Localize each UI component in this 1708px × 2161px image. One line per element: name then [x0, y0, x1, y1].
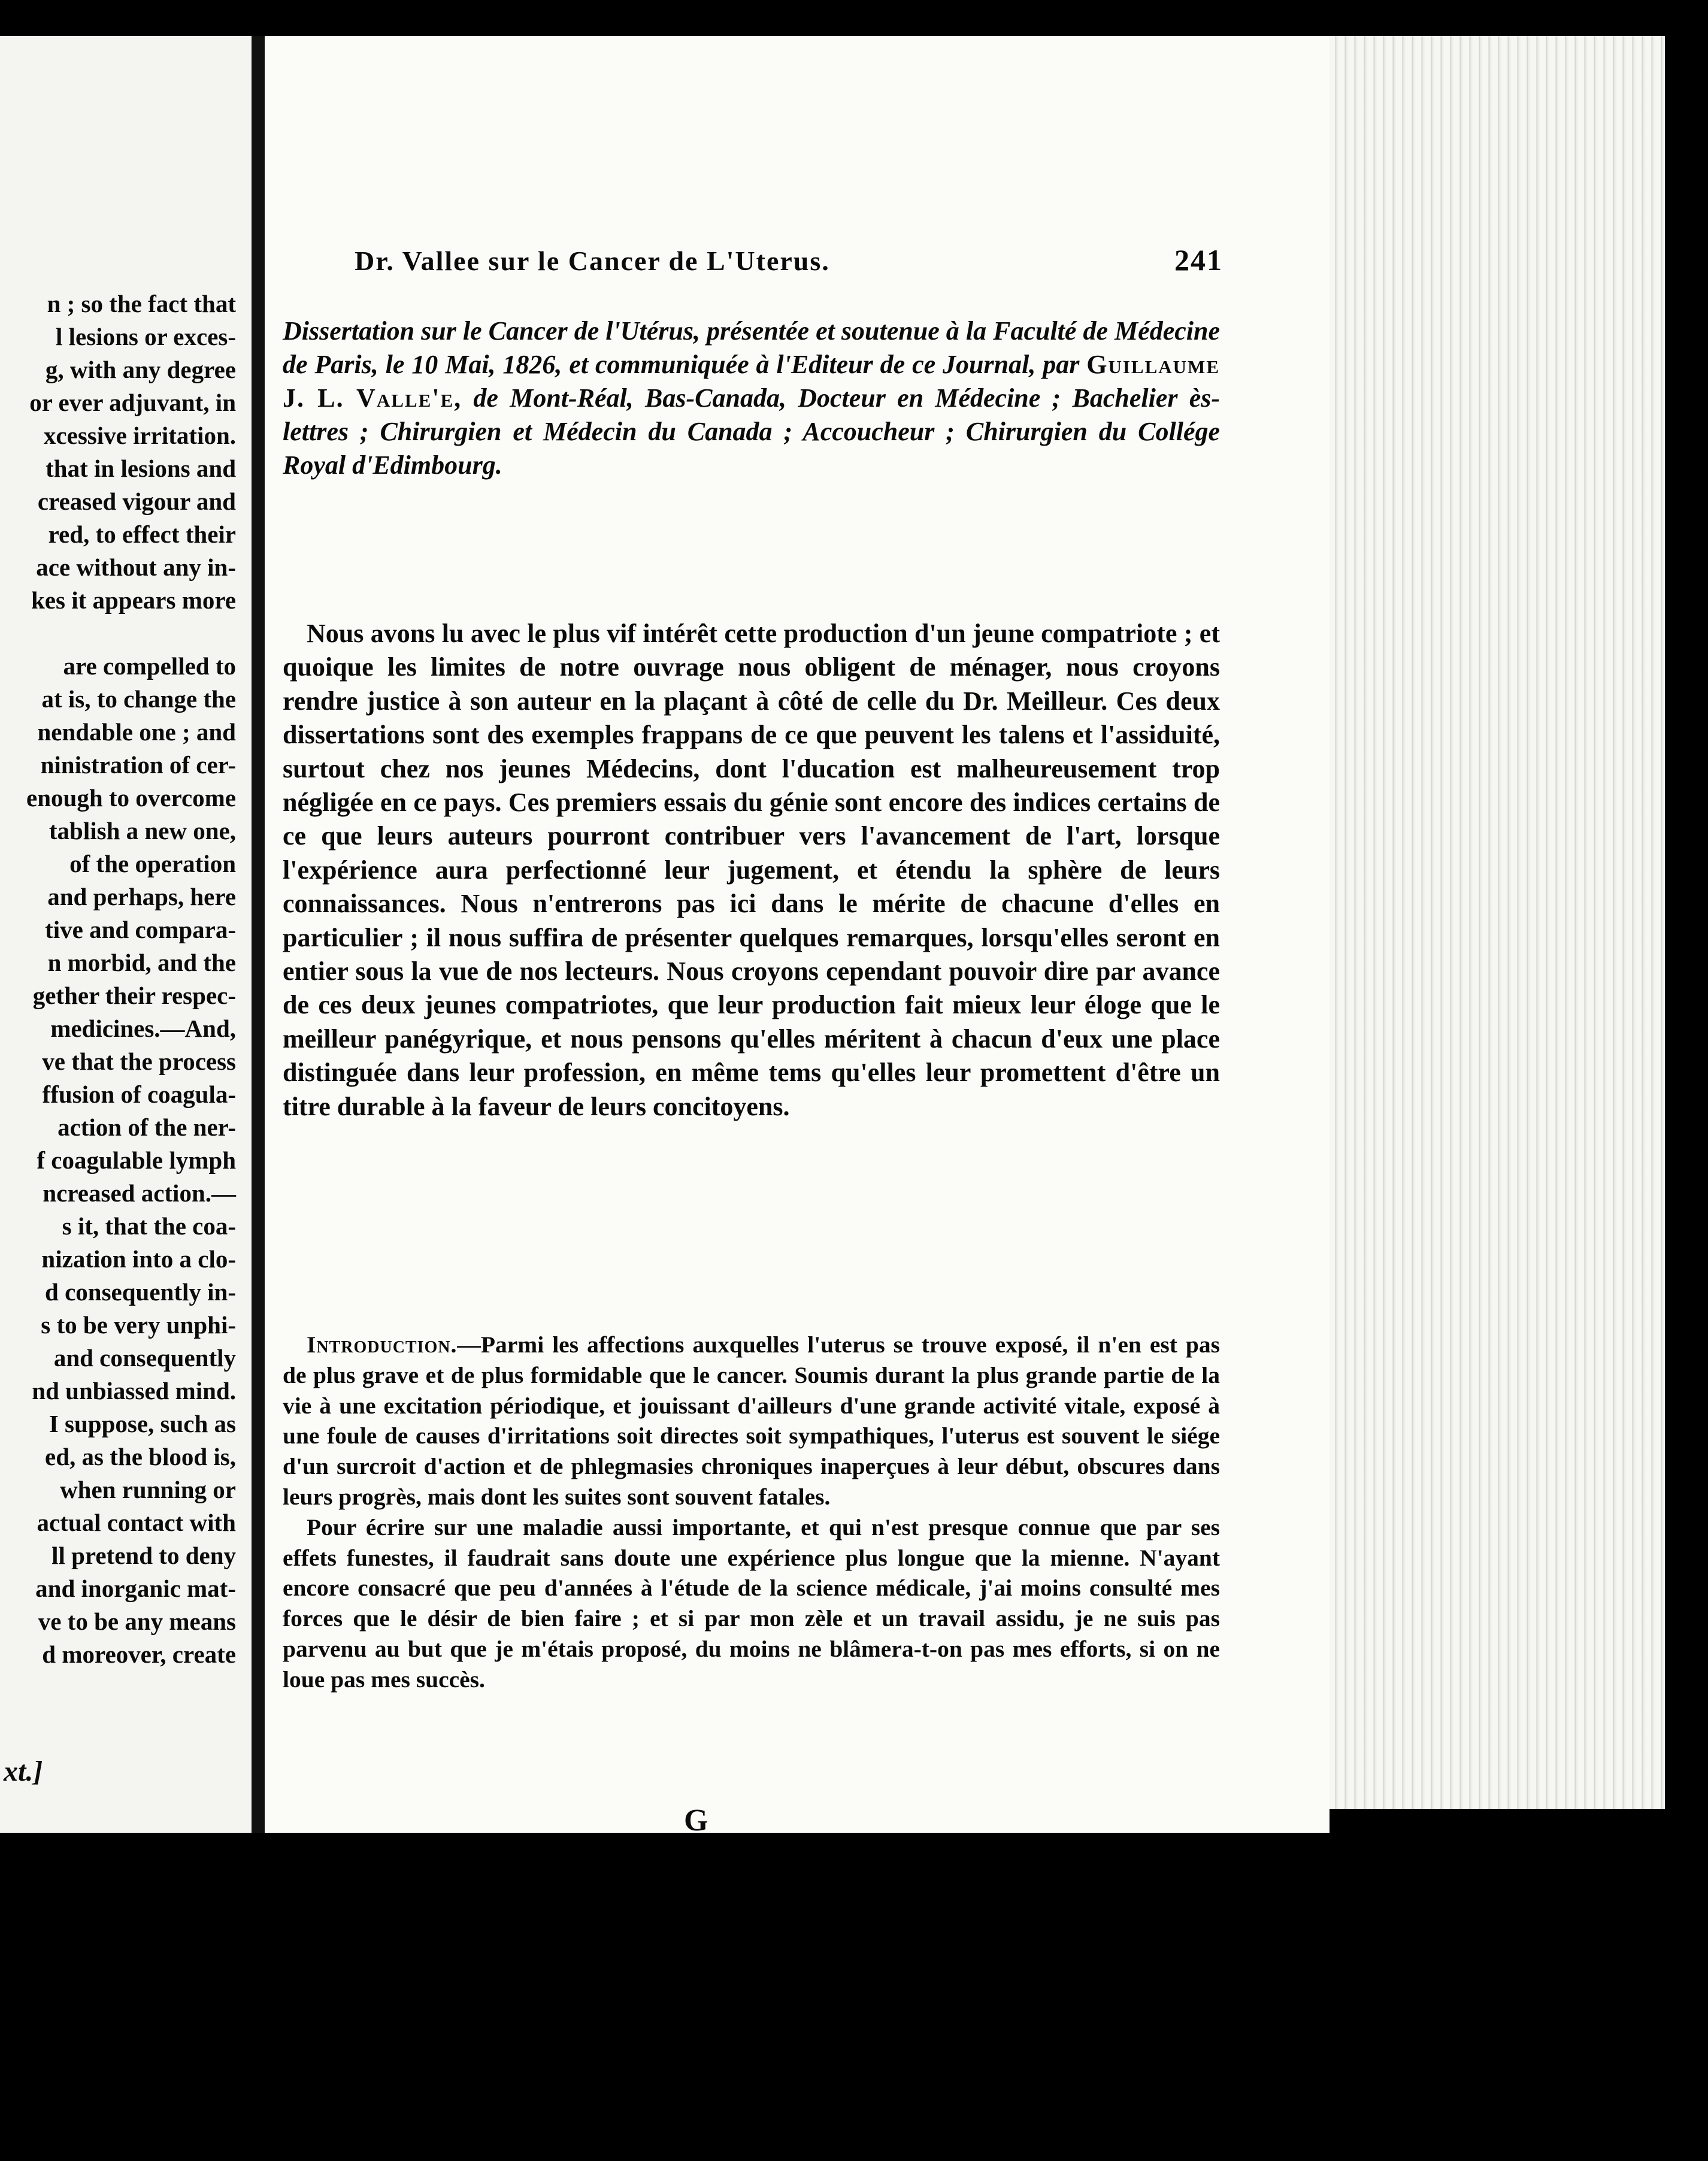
facing-page-line: medicines.—And,: [50, 1015, 236, 1042]
facing-page-line: ffusion of coagula-: [42, 1080, 236, 1108]
facing-page-line: that in lesions and: [46, 455, 236, 482]
facing-page-line: and perhaps, here: [47, 883, 236, 910]
facing-page-line: n morbid, and the: [47, 949, 236, 976]
facing-page-line: tive and compara-: [45, 916, 236, 943]
facing-page-line: enough to overcome: [26, 784, 236, 812]
facing-page-text: [0, 287, 236, 1671]
facing-page-line: s to be very unphi-: [41, 1311, 236, 1339]
facing-page-line: or ever adjuvant, in: [29, 389, 236, 416]
running-head: Dr. Vallee sur le Cancer de L'Uterus.: [355, 246, 830, 276]
dissertation-title: [283, 314, 1220, 482]
facing-page-line: ninistration of cer-: [40, 751, 236, 779]
facing-page-line: of the operation: [69, 850, 236, 877]
facing-page-line: ll pretend to deny: [52, 1542, 236, 1569]
introduction-section: [283, 1330, 1220, 1695]
facing-page-line: nd unbiassed mind.: [32, 1377, 236, 1405]
facing-page-footer: xt.]: [4, 1756, 43, 1787]
author-name: Guillaume J. L. Valle'e,: [283, 350, 1220, 413]
facing-page-line: xcessive irritation.: [43, 422, 236, 449]
facing-page-line: nization into a clo-: [41, 1245, 236, 1273]
intro-lead: Introduction.: [307, 1331, 458, 1358]
facing-page-line: l lesions or exces-: [56, 323, 236, 350]
intro-paragraph-1: [283, 1330, 1220, 1512]
facing-page-line: ncreased action.—: [43, 1179, 236, 1207]
intro-text-1: —Parmi les affections auxquelles l'uterus se trouve exposé, il n'en est pas de plus grave et de plus formidable que le cancer. Soumis durant la plus grande partie de la vie à une excitation périodique, et jouissant d'ailleurs d'une grande activité vitale, exposé à une foule de causes d'irritations soit directes soit sympathiques, l'uterus est souvent le siége d'un surcroit d'action et de phlegmasies chroniques inaperçues à leur début, obscures dans leurs progrès, mais dont les suites sont souvent fatales.: [283, 1331, 1220, 1510]
page-number: 241: [1174, 243, 1223, 277]
facing-page-line: [0, 617, 236, 650]
page-header: [355, 243, 1223, 277]
facing-page-line: when running or: [60, 1476, 236, 1503]
book-gutter: [252, 36, 265, 1833]
facing-page-line: are compelled to: [63, 652, 236, 680]
facing-page-line: ed, as the blood is,: [45, 1443, 236, 1470]
title-part-2: de Mont-Réal, Bas-Canada, Docteur en Médecine ; Bachelier ès-lettres ; Chirurgien et Médecin du Canada ; Accoucheur ; Chirurgien du Collége Royal d'Edimbourg.: [283, 383, 1220, 480]
facing-page: [0, 36, 252, 1833]
facing-page-line: at is, to change the: [41, 685, 236, 713]
facing-page-line: tablish a new one,: [49, 817, 236, 845]
edge-shadow: [1665, 48, 1708, 1797]
book-fore-edge: [1330, 36, 1665, 1809]
facing-page-line: and consequently: [53, 1344, 236, 1372]
facing-page-line: f coagulable lymph: [37, 1146, 236, 1174]
facing-page-line: red, to effect their: [48, 520, 236, 548]
facing-page-line: ve that the process: [42, 1048, 236, 1075]
facing-page-line: ve to be any means: [38, 1608, 236, 1635]
facing-page-line: I suppose, such as: [49, 1410, 236, 1437]
facing-page-line: d moreover, create: [42, 1641, 236, 1668]
facing-page-line: s it, that the coa-: [62, 1212, 236, 1240]
facing-page-line: actual contact with: [37, 1509, 236, 1536]
facing-page-line: action of the ner-: [57, 1113, 236, 1141]
facing-page-line: ace without any in-: [36, 553, 236, 581]
intro-paragraph-2: Pour écrire sur une maladie aussi importante, et qui n'est presque connue que par ses effets funestes, il faudrait sans doute une expérience plus longue que la mienne. N'ayant encore consacré que peu d'années à l'étude de la science médicale, j'ai moins consulté mes forces que le désir de bien faire ; et si par mon zèle et un travail assidu, je ne suis pas parvenu au but que je m'étais proposé, du moins ne blâmera-t-on pas mes efforts, si on ne loue pas mes succès.: [283, 1514, 1220, 1693]
facing-page-line: d consequently in-: [45, 1278, 236, 1306]
facing-page-line: and inorganic mat-: [35, 1575, 236, 1602]
facing-page-line: nendable one ; and: [37, 718, 236, 746]
main-page: [265, 36, 1330, 1838]
facing-page-line: gether their respec-: [32, 982, 236, 1009]
facing-page-line: creased vigour and: [37, 488, 236, 515]
signature-mark: G: [684, 1803, 708, 1838]
facing-page-line: n ; so the fact that: [47, 290, 236, 317]
facing-page-line: g, with any degree: [45, 356, 236, 383]
facing-page-line: kes it appears more: [31, 586, 236, 614]
title-part-1: Dissertation sur le Cancer de l'Utérus, présentée et soutenue à la Faculté de Médecine de Paris, le 10 Mai, 1826, et communiquée à l'Editeur de ce Journal, par: [283, 316, 1220, 379]
editor-note: Nous avons lu avec le plus vif intérêt cette production d'un jeune compatriote ; et quoique les limites de notre ouvrage nous obligent de ménager, nous croyons rendre justice à son auteur en la plaçant à côté de celle du Dr. Meilleur. Ces deux dissertations sont des exemples frappans de ce que peuvent les talens et l'assiduité, surtout chez nos jeunes Médecins, dont l'ducation est malheureusement trop négligée en ce pays. Ces premiers essais du génie sont encore des indices certains de ce que leurs auteurs pourront contribuer vers l'avancement de l'art, lorsque l'expérience aura perfectionné leur jugement, et étendu la sphère de leurs connaissances. Nous n'entrerons pas ici dans le mérite de chacune d'elles en particulier ; il nous suffira de présenter quelques remarques, lorsqu'elles seront en entier sous la vue de nos lecteurs. Nous croyons cependant pouvoir dire par avance de ces deux jeunes compatriotes, que leur production fait mieux leur éloge que le meilleur panégyrique, et nous pensons qu'elles méritent à chacun d'eux une place distinguée dans leur profession, en même tems qu'elles leur promettent d'être un titre durable à la faveur de leurs concitoyens.: [283, 619, 1220, 1121]
